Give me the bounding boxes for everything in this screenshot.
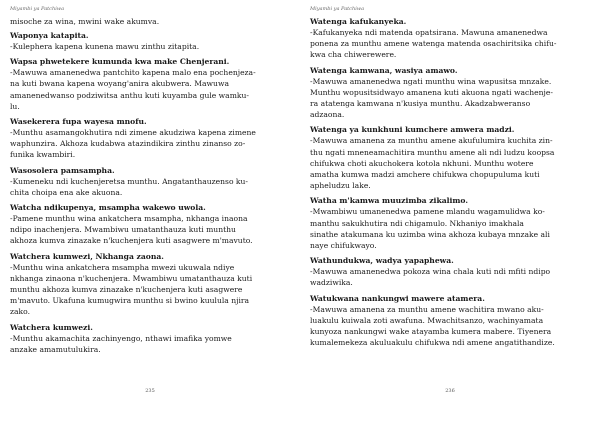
proverb-explanation-line: -Munthu asamangokhutira ndi zimene akudziwa kapena zimene (10, 128, 256, 138)
proverb-explanation-line: munthu akhoza kumva zinazake n'kuchenjera kuti asagwere (10, 285, 243, 295)
proverb-title: Watenga ya kunkhuni kumchere amwera madzi. (310, 125, 515, 135)
proverb-explanation-line: -Mawuwa amanena za munthu amene akufulumira kuchita zin- (310, 136, 553, 146)
proverb-explanation-line: akhoza kumva zinazake n'kuchenjera kuti asagwere m'mavuto. (10, 236, 253, 246)
proverb-explanation-line: zako. (10, 307, 30, 317)
proverb-title: Watchera kumwezi. (10, 322, 93, 332)
proverb-entry (10, 165, 290, 198)
proverb-entry (310, 124, 590, 191)
proverb-title: Wasekerera fupa wayesa mnofu. (10, 117, 147, 127)
proverb-entry (10, 116, 290, 161)
proverb-entry (10, 322, 290, 355)
proverb-title: Watenga kamwana, wasiya amawo. (310, 65, 458, 75)
proverb-explanation-line: -Mawuwa amanena za munthu amene wachitira mwano aku- (310, 304, 544, 314)
continued-text: misoche za wina, mwini wake akumva. (10, 17, 160, 26)
proverb-explanation-line: thu ngati mneneamachitira munthu amene ali ndi ludzu koopsa (310, 147, 555, 157)
proverb-title: Wasosolera pamsampha. (10, 165, 115, 175)
proverb-explanation-line: ndipo inachenjera. Mwambiwu umatanthauza kuti munthu (10, 225, 236, 235)
right-page-content (310, 16, 590, 352)
proverb-entry (310, 195, 590, 251)
proverb-explanation-line: -Mawuwa amanenedwa ngati munthu wina wapusitsa mnzake. (310, 76, 552, 86)
proverb-explanation-line: funika kwambiri. (10, 150, 76, 160)
proverb-explanation-line: kwa cha chiwerewere. (310, 50, 397, 60)
proverb-explanation-line: chita choipa ena ake akuona. (10, 187, 123, 197)
proverb-entry (310, 65, 590, 121)
proverb-title: Watenga kafukanyeka. (310, 17, 407, 26)
running-head: Miyambi ya Patchiwa (310, 6, 365, 12)
proverb-explanation-line: -Munthu wina ankatchera msampha mwezi ukuwala ndiye (10, 262, 235, 272)
proverb-explanation-line: chifukwa choti akuchokera kotola nkhuni. Munthu wotere (310, 158, 534, 168)
proverb-title: Watha m'kamwa muuzimba zikalimo. (310, 196, 468, 206)
proverb-explanation-line: waphunzira. Akhoza kudabwa atazindikira zinthu zinanso zo- (10, 139, 246, 149)
right-page (310, 0, 590, 424)
running-head: Miyambi ya Patchiwa (10, 6, 65, 12)
proverb-entry (310, 16, 590, 61)
left-page (10, 0, 290, 424)
proverb-list (310, 16, 590, 348)
proverb-explanation-line: -Kulephera kapena kunena mawu zinthu zitapita. (10, 42, 200, 51)
proverb-explanation-line: -Munthu akamachita zachinyengo, nthawi imafika yomwe (10, 333, 232, 343)
proverb-explanation-line: anzake amamutulukira. (10, 344, 101, 354)
proverb-entry (10, 251, 290, 318)
page-number: 236 (445, 388, 455, 394)
proverb-explanation-line: m'mavuto. Ukafuna kumugwira munthu si bwino kuulula njira (10, 296, 250, 306)
proverb-explanation-line: naye chifukwayo. (310, 241, 377, 251)
proverb-explanation-line: luakulu kuiwala zoti awafuna. Mwachitsanzo, wachinyamata (310, 315, 544, 325)
proverb-explanation-line: amatha kumwa madzi amchere chifukwa chopupuluma kuti (310, 170, 540, 180)
proverb-entry (310, 255, 590, 288)
proverb-explanation-line: -Mwambiwu umanenedwa pamene mlandu wagamulidwa ko- (310, 207, 545, 217)
proverb-list (10, 30, 290, 355)
proverb-explanation-line: amanenedwanso podziwitsa anthu kuti kuyamba gule wamku- (10, 90, 249, 100)
proverb-entry (10, 202, 290, 247)
proverb-explanation-line: nkhanga zinaona n'kuchenjera. Mwambiwu umatanthauza kuti (10, 273, 253, 283)
left-page-content (10, 16, 290, 359)
proverb-entry (10, 30, 290, 52)
proverb-entry (310, 293, 590, 349)
proverb-explanation-line: lu. (10, 101, 20, 111)
proverb-explanation-line: sinathe atakumana ku uzimba wina akhoza kubaya mnzake ali (310, 229, 550, 239)
proverb-explanation-line: -Mawuwa amanenedwa pantchito kapena malo ena pochenjeza- (10, 68, 256, 78)
proverb-explanation-line: wadziwika. (310, 278, 353, 288)
proverb-explanation-line: -Pamene munthu wina ankatchera msampha, nkhanga inaona (10, 214, 248, 224)
proverb-title: Wapsa phwetekere kumunda kwa make Chenjerani. (10, 57, 230, 67)
proverb-explanation-line: kunyoza nankungwi wake atayamba kumera mabere. Tiyenera (310, 327, 552, 337)
proverb-explanation-line: apheludzu lake. (310, 181, 371, 191)
proverb-explanation-line: ra atatenga kamwana n'kusiya munthu. Akadzabweranso (310, 99, 531, 109)
proverb-title: Watchera kumwezi, Nkhanga zaona. (10, 251, 164, 261)
proverb-title: Watukwana nankungwi mawere atamera. (310, 293, 485, 303)
page-number: 235 (145, 388, 155, 394)
proverb-title: Wathundukwa, wadya yapaphewa. (310, 256, 454, 266)
proverb-explanation-line: -Mawuwa amanenedwa pokoza wina chala kuti ndi mfiti ndipo (310, 267, 551, 277)
proverb-explanation-line: manthu sakukhutira ndi chigamulo. Nkhaniyo imakhala (310, 218, 524, 228)
proverb-title: Watcha ndikupenya, msampha wakewo uwola. (10, 203, 206, 213)
proverb-explanation-line: ponena za munthu amene watenga matenda osachiritsika chifu- (310, 39, 557, 49)
proverb-entry (10, 56, 290, 112)
proverb-explanation-line: adzaona. (310, 110, 345, 120)
proverb-explanation-line: -Kafukanyeka ndi matenda opatsirana. Mawuna amanenedwa (310, 28, 548, 37)
proverb-title: Waponya katapita. (10, 31, 89, 40)
proverb-explanation-line: Munthu wopusitsidwayo amanena kuti akuona ngati wachenje- (310, 87, 553, 97)
proverb-explanation-line: na kuti bwana kapena woyang'anira akubwera. Mawuwa (10, 79, 229, 89)
proverb-explanation-line: -Kumeneku ndi kuchenjeretsa munthu. Angatanthauzenso ku- (10, 176, 248, 186)
proverb-explanation-line: kumalemekeza akuluakulu chifukwa ndi amene angatithandize. (310, 338, 555, 348)
